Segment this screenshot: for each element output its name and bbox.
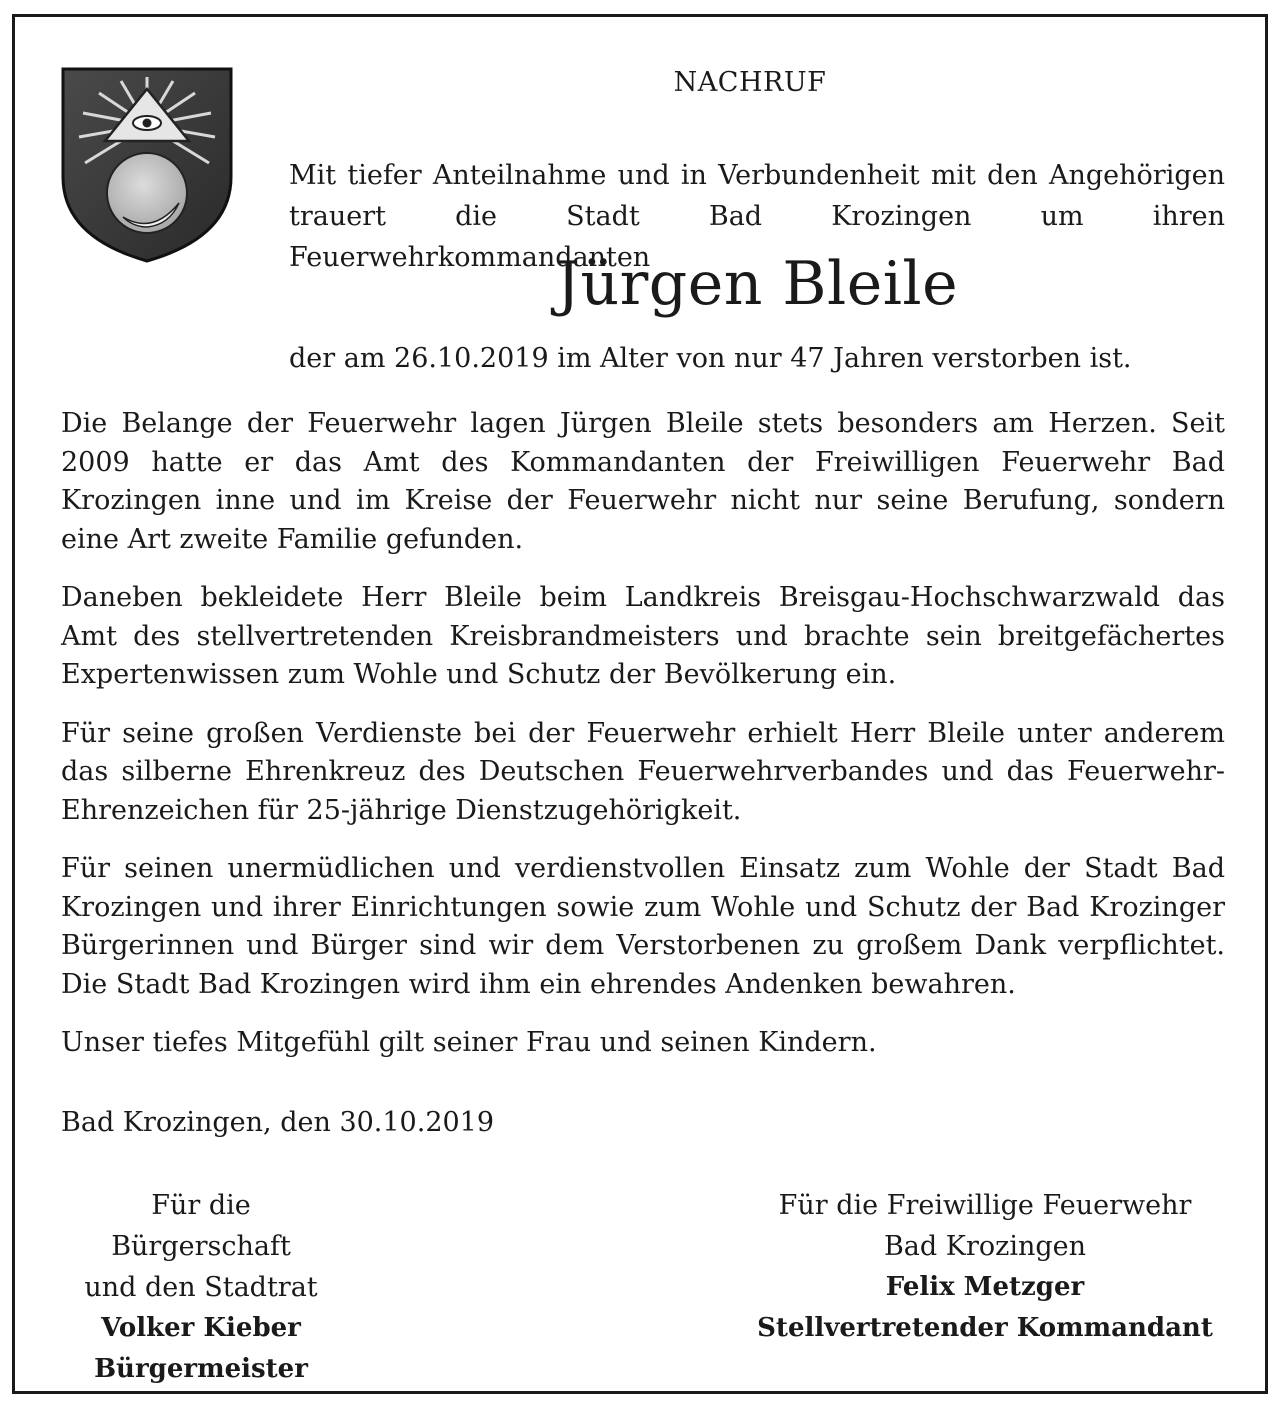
signature-line: und den Stadtrat (84, 1272, 318, 1303)
signatory-title: Stellvertretender Kommandant (757, 1313, 1213, 1343)
signatory-name: Felix Metzger (885, 1272, 1085, 1302)
obituary-body (61, 405, 1225, 1083)
body-paragraph: Für seine großen Verdienste bei der Feuerwehr erhielt Herr Bleile unter anderem das silberne Ehrenkreuz des Deutschen Feuerwehrverbandes und das Feuerwehr-Ehrenzeichen für 25-jährige Dienstzugehörigkeit. (61, 717, 1225, 826)
signature-line: Für die Freiwillige Feuerwehr (778, 1190, 1192, 1221)
signature-line: Für die Bürgerschaft (111, 1190, 291, 1262)
signature-line: Bad Krozingen (883, 1231, 1087, 1262)
notice-heading: NACHRUF (673, 67, 827, 98)
signature-block-fire-brigade (750, 1185, 1220, 1349)
signatory-name: Volker Kieber (101, 1313, 301, 1343)
death-date-line: der am 26.10.2019 im Alter von nur 47 Jahren verstorben ist. (289, 343, 1132, 374)
obituary-notice (12, 14, 1268, 1394)
body-paragraph: Die Belange der Feuerwehr lagen Jürgen Bleile stets besonders am Herzen. Seit 2009 hatte er das Amt des Kommandanten der Freiwilligen Feuerwehr Bad Krozingen inne und im Kreise der Feuerwehr nicht nur seine Berufung, sondern eine Art zweite Familie gefunden. (61, 408, 1225, 555)
signatory-title: Bürgermeister (94, 1354, 308, 1384)
intro-line: Mit tiefer Anteilnahme und in Verbundenheit mit den Angehörigen (289, 160, 1225, 191)
place-and-date: Bad Krozingen, den 30.10.2019 (61, 1107, 495, 1138)
deceased-name: Jürgen Bleile (555, 249, 959, 319)
body-paragraph: Daneben bekleidete Herr Bleile beim Landkreis Breisgau-Hochschwarzwald das Amt des stellvertretenden Kreisbrandmeisters und brachte sein breitgefächertes Expertenwissen zum Wohle und Schutz der Bevölkerung ein. (61, 582, 1225, 690)
body-paragraph: Für seinen unermüdlichen und verdienstvollen Einsatz zum Wohle der Stadt Bad Krozingen und ihrer Einrichtungen sowie zum Wohle und Schutz der Bad Krozinger Bürgerinnen und Bürger sind wir dem Verstorbenen zu großem Dank verpflichtet. Die Stadt Bad Krozingen wird ihm ein ehrendes Andenken bewahren. (61, 853, 1225, 1000)
intro-line: trauert die Stadt Bad Krozingen um ihren Feuerwehrkommandanten (289, 201, 1225, 273)
signature-block-mayor (61, 1185, 341, 1390)
body-paragraph: Unser tiefes Mitgefühl gilt seiner Frau und seinen Kindern. (61, 1027, 877, 1058)
